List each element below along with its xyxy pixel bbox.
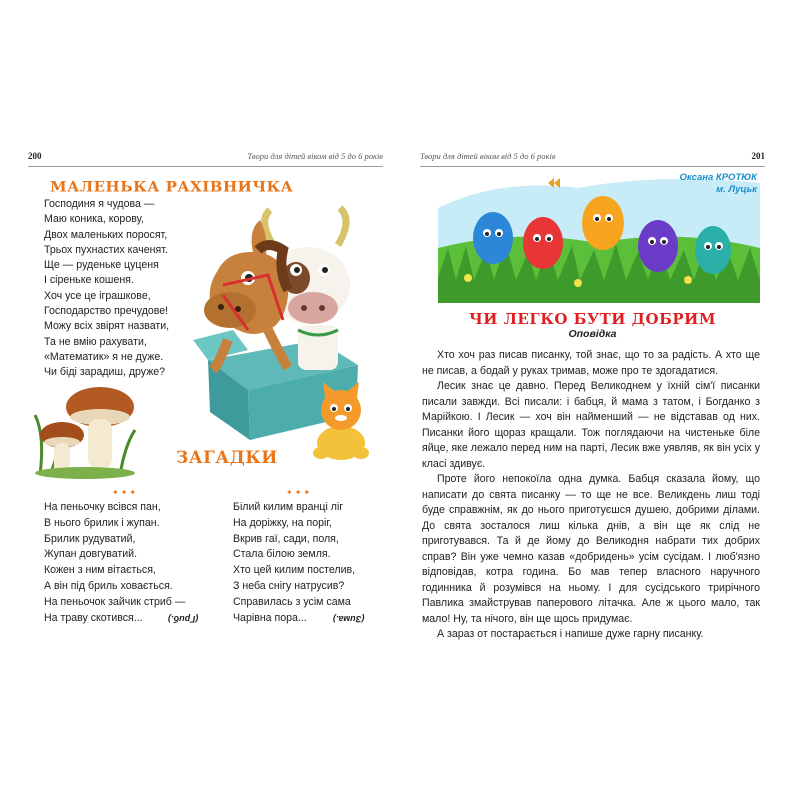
riddle-answer: (Гриб.) xyxy=(168,614,199,624)
poem-line: Господарство пречудове! xyxy=(44,305,169,318)
riddle-line: Брилик рудуватий, xyxy=(44,532,136,545)
story-body xyxy=(422,348,760,643)
poem-line: Двох маленьких поросят, xyxy=(44,228,168,241)
riddle-line: З неба снігу натрусив? xyxy=(233,579,345,592)
riddle-line: Кожен з ним вітається, xyxy=(44,564,156,577)
poem-line: І сіреньке кошеня. xyxy=(44,274,134,287)
poem-line: «Математик» я не дуже. xyxy=(44,350,164,363)
running-title: Твори для дітей віком від 5 до 6 років xyxy=(420,151,556,161)
poem-line: Трьох пухнастих каченят. xyxy=(44,243,168,256)
riddle-line: Білий килим вранці ліг xyxy=(233,501,344,513)
section-title-riddles: ЗАГАДКИ xyxy=(176,448,278,468)
riddle-winter xyxy=(233,500,355,626)
riddle-line: Вкрив гаї, сади, поля, xyxy=(233,532,339,545)
riddle-line: Жупан довгуватий. xyxy=(44,548,138,561)
poem-line: Та не вмію рахувати, xyxy=(44,335,147,348)
story-subtitle: Оповідка xyxy=(568,328,617,340)
poem-text xyxy=(44,197,169,381)
author-block xyxy=(679,172,757,196)
right-page xyxy=(420,150,765,650)
author-city: м. Луцьк xyxy=(716,184,757,195)
riddle-line: На траву скотився... xyxy=(44,611,143,624)
story-paragraph: А зараз от постарається і напише дуже гарну писанку. xyxy=(437,628,704,640)
riddle-line: На доріжку, на поріг, xyxy=(233,516,332,529)
right-page-header xyxy=(420,150,765,167)
riddle-line: Справилась з усім сама xyxy=(233,595,351,608)
mushrooms-illustration xyxy=(30,385,140,480)
story-paragraph: Хто хоч раз писав писанку, той знає, що то за радість. А хто ще не писав, а бодай у руках тримав, може про те здогадатися. xyxy=(422,349,760,377)
cat-toy-illustration xyxy=(303,378,378,463)
riddle-line: Чарівна пора... xyxy=(233,611,307,624)
riddle-line: Стала білою земля. xyxy=(233,548,331,561)
stars-divider: ✦✦✦ xyxy=(112,488,139,497)
poem-title: МАЛЕНЬКА РАХІВНИЧКА xyxy=(50,178,294,196)
poem-line: Чи біді зарадиш, друже? xyxy=(44,366,166,379)
page-number: 200 xyxy=(28,151,42,161)
page-number: 201 xyxy=(751,151,765,161)
poem-line: Можу всіх звірят назвати, xyxy=(44,320,170,333)
riddle-line: А він під бриль ховається. xyxy=(44,579,173,592)
riddle-line: На пеньочок зайчик стриб — xyxy=(44,595,186,608)
poem-line: Маю коника, корову, xyxy=(44,213,144,226)
poem-line: Ще — руденьке цуценя xyxy=(44,259,159,272)
poem-line: Господиня я чудова — xyxy=(44,198,155,210)
riddle-answer: (Зима.) xyxy=(333,614,365,624)
riddle-line: В нього брилик і жупан. xyxy=(44,516,160,529)
riddle-line: Хто цей килим постелив, xyxy=(233,564,356,577)
left-page xyxy=(28,150,383,650)
story-title: ЧИ ЛЕГКО БУТИ ДОБРИМ xyxy=(469,310,716,328)
story-paragraph: Лесик знає це давно. Перед Великоднем у їхній сім'ї писанки писали завжди. Всі писали: і бабця, й мама з татом, і Богданко з Марійкою. І Лесик — хоч він найменший — не відставав од них. Писанки його щораз кращали. Тож поглядаючи на чистеньке біле яйце, яке лежало перед ним на парті, Лесик вже уявляв, як він усіх у класі здивує. xyxy=(422,380,760,470)
riddle-line: На пеньочку всівся пан, xyxy=(44,501,161,513)
riddle-mushroom xyxy=(44,500,185,626)
left-page-header xyxy=(28,150,383,167)
story-paragraph: Проте його непокоїла одна думка. Бабця сказала йому, що написати до свята писанку — то ще не все. Великдень лиш тоді буде справжнім, як до нього приготуєшся душею, добрими ділами. До свята зосталося лиш кілька днів, а він ще як слід не приготувався. Та й де йому до Великодня набрати тих добрих справ? Він уже чемно казав «добридень» усім сусідам. І люб'язно відповідав, котра година. Бо мав тепер власного наручного годинника й розумівся на ньому. І для сусідського трирічного Павлика змайстрував паперового літачка. Але ж цього мало, так мало! Ну, та нічого, він ще щось придумає. xyxy=(422,473,760,625)
running-title: Твори для дітей віком від 5 до 6 років xyxy=(247,151,383,161)
author-name: Оксана КРОТЮК xyxy=(679,172,757,183)
poem-line: Хоч усе це іграшкове, xyxy=(44,289,151,302)
stars-divider: ✦✦✦ xyxy=(286,488,313,497)
